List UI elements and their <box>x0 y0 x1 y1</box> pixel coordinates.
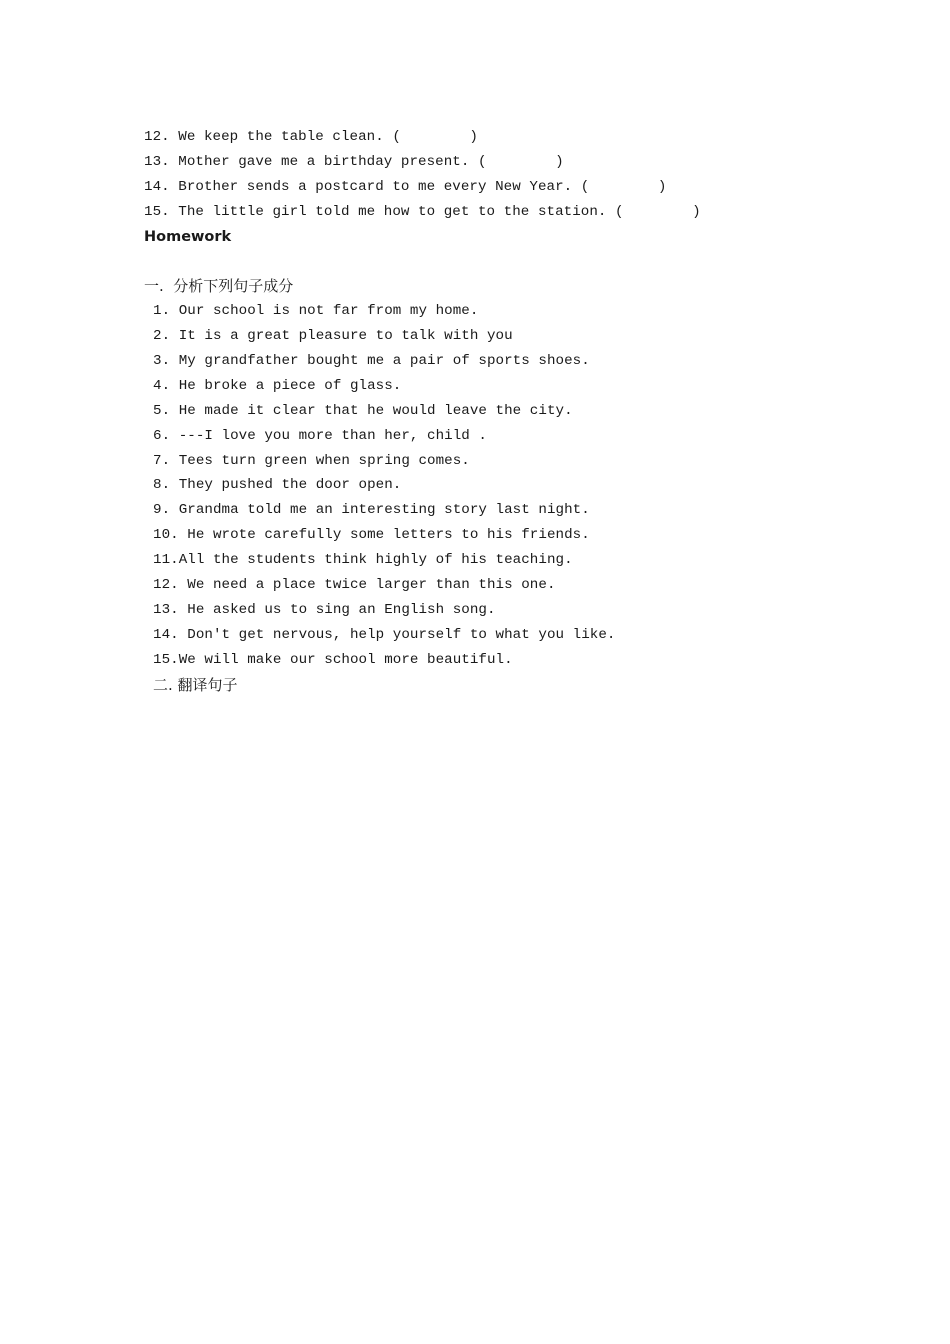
sentence-item: 3. My grandfather bought me a pair of sports shoes. <box>153 353 590 370</box>
sentence-item: 11.All the students think highly of his teaching. <box>153 552 573 569</box>
sentence-item: 12. We need a place twice larger than this one. <box>153 577 556 594</box>
sentence-item: 8. They pushed the door open. <box>153 477 402 494</box>
exercise-item: 13. Mother gave me a birthday present. ( ) <box>144 153 564 170</box>
sentence-item: 9. Grandma told me an interesting story last night. <box>153 502 590 519</box>
content-block <box>144 125 844 697</box>
sentence-item: 1. Our school is not far from my home. <box>153 303 479 320</box>
exercise-item: 12. We keep the table clean. ( ) <box>144 129 478 145</box>
section-one-title: 一. 分析下列句子成分 <box>144 277 294 296</box>
sentence-item: 2. It is a great pleasure to talk with you <box>153 328 513 345</box>
sentence-item: 14. Don't get nervous, help yourself to what you like. <box>153 626 616 643</box>
section-two-title: 二. 翻译句子 <box>153 675 238 694</box>
sentence-item: 7. Tees turn green when spring comes. <box>153 452 470 469</box>
sentence-item: 13. He asked us to sing an English song. <box>153 601 496 618</box>
sentence-item: 15.We will make our school more beautiful. <box>153 651 513 668</box>
sentence-item: 6. ---I love you more than her, child . <box>153 427 487 444</box>
exercise-item: 14. Brother sends a postcard to me every New Year. ( ) <box>144 178 667 195</box>
exercise-item: 15. The little girl told me how to get to the station. ( ) <box>144 203 701 220</box>
sentence-item: 4. He broke a piece of glass. <box>153 377 402 394</box>
sentence-item: 5. He made it clear that he would leave the city. <box>153 402 573 419</box>
spacer <box>144 249 844 274</box>
homework-heading: Homework <box>144 228 232 245</box>
sentence-item: 10. He wrote carefully some letters to his friends. <box>153 527 590 544</box>
